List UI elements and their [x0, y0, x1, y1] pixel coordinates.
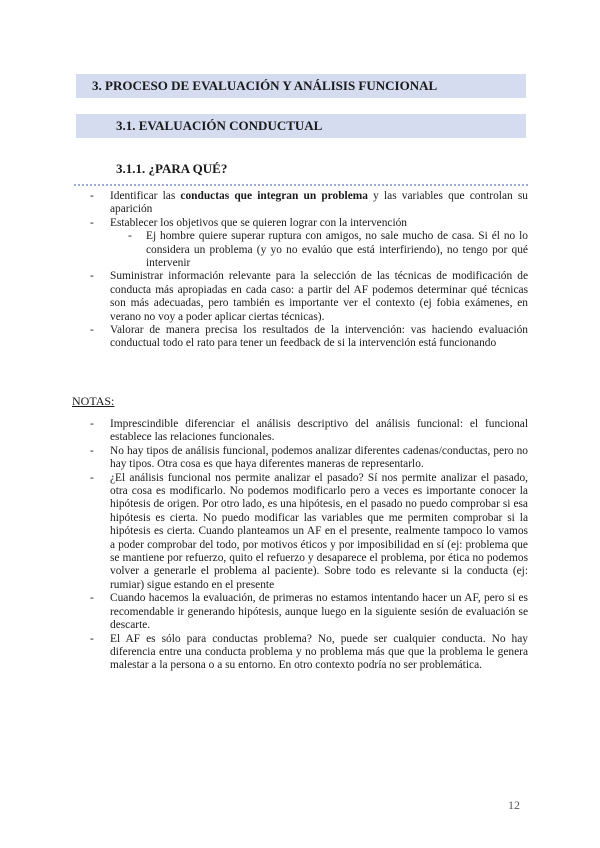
list-item-text: Suministrar información relevante para la selección de las técnicas de modificación de conducta más apropiadas en cada caso: a partir del AF podemos determinar qué técnicas son más adecuadas, pero también es importante ver el contexto (ej fobia exámenes, en verano no voy a poder aplicar ciertas técnicas).: [110, 270, 528, 323]
bullet-dash: -: [90, 270, 94, 283]
list-item-text: Establecer los objetivos que se quieren lograr con la intervención: [110, 216, 408, 229]
heading-section-3: 3. PROCESO DE EVALUACIÓN Y ANÁLISIS FUNCIONAL: [76, 74, 526, 98]
notes-label: NOTAS:: [72, 394, 115, 408]
bullet-dash: -: [90, 418, 94, 430]
page-number: 12: [508, 798, 520, 812]
bullet-dash: -: [90, 444, 94, 457]
notes-list: [90, 418, 528, 673]
list-item: [90, 216, 528, 271]
note-text: ¿El análisis funcional nos permite analizar el pasado? Sí nos permite analizar el pasado, otra cosa es modificarlo. No podemos modificarlo pero a veces es importante conocer la hipótesis de origen. Por otro lado, es una hipótesis, en el pasado no puedo comprobar si esa hipótesis es cierta. No puedo modificar las variables que me permiten comprobar si la hipótesis es cierta. Cuando planteamos un AF en el presente, realmente tampoco lo vamos a poder comprobar del todo, por motivos éticos y por imposibilidad en sí (ej: problema que se mantiene por refuerzo, quito el refuerzo y desaparece el problema, por ética no podemos volver a generarle el problema al paciente). Sobre todo es relevante si la conducta (ej: rumiar) sigue estando en el presente: [110, 471, 528, 591]
sub-list-item: [128, 230, 528, 270]
bullet-dash: -: [90, 632, 94, 645]
note-text: No hay tipos de análisis funcional, podemos analizar diferentes cadenas/conductas, pero no hay tipos. Otra cosa es que haya diferentes maneras de representarlo.: [110, 444, 528, 471]
bullet-dash: -: [90, 592, 94, 605]
list-item-text: Identificar las conductas que integran un problema y las variables que controlan su aparición: [110, 190, 529, 216]
list-item: [90, 324, 528, 351]
note-text: El AF es sólo para conductas problema? No, puede ser cualquier conducta. No hay diferencia entre una conducta problema y no problema más que que la problema le genera malestar a la persona o a su entorno. En otro contexto podría no ser problemática.: [110, 632, 528, 672]
list-item-text: Valorar de manera precisa los resultados de la intervención: vas haciendo evaluación conductual todo el rato para tener un feedback de si la intervención está funcionando: [110, 324, 528, 350]
note-text: Imprescindible diferenciar el análisis descriptivo del análisis funcional: el funcional establece las relaciones funcionales.: [110, 418, 528, 444]
bold-phrase: conductas que integran un problema: [180, 190, 368, 202]
bullet-dash: -: [90, 471, 94, 484]
list-item: [90, 270, 528, 324]
bullet-dash: -: [90, 324, 94, 337]
sub-list: [110, 230, 528, 270]
note-text: Cuando hacemos la evaluación, de primeras no estamos intentando hacer un AF, pero si es recomendable ir generando hipótesis, aunque luego en la siguiente sesión de evaluación se descarte.: [110, 592, 528, 632]
note-item: [90, 592, 528, 632]
note-item: [90, 418, 528, 445]
purpose-list: [90, 190, 529, 351]
note-item: [90, 471, 528, 593]
bullet-dash: -: [128, 230, 132, 243]
bullet-dash: -: [90, 190, 94, 202]
dotted-separator: [74, 184, 528, 186]
bullet-dash: -: [90, 216, 94, 229]
note-item: [90, 444, 528, 472]
heading-section-3-1-1: 3.1.1. ¿PARA QUÉ?: [116, 161, 228, 176]
list-item: [90, 190, 529, 217]
sub-list-item-text: Ej hombre quiere superar ruptura con amigos, no sale mucho de casa. Si él no lo considera un problema (y yo no evalúo que está interfiriendo), no tengo por qué intervenir: [146, 230, 528, 270]
heading-section-3-1: 3.1. EVALUACIÓN CONDUCTUAL: [76, 114, 526, 138]
note-item: [90, 632, 528, 673]
